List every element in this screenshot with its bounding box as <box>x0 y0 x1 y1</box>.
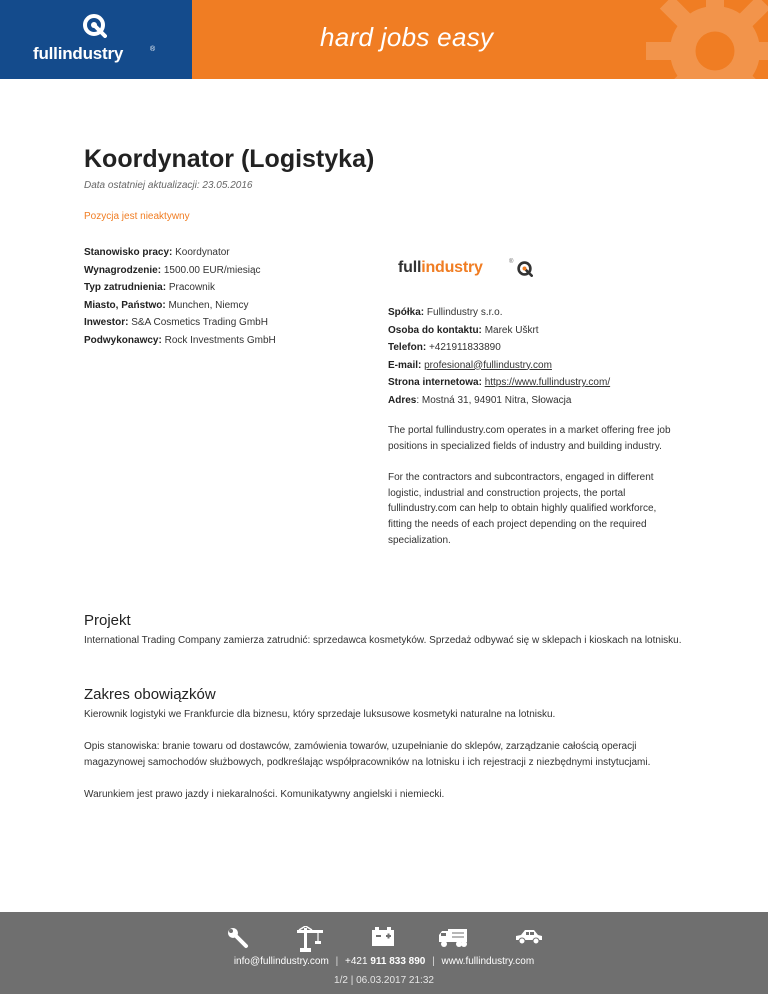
detail-row <box>84 279 276 297</box>
detail-label: Typ zatrudnienia: <box>84 282 167 293</box>
company-contacts <box>388 304 610 409</box>
detail-label: Inwestor: <box>84 317 129 328</box>
contact-label: Adres <box>388 394 417 406</box>
section-paragraph: Kierownik logistyki we Frankfurcie dla biznesu, który sprzedaje luksusowe kosmetyki naturalne na lotnisku. <box>84 709 556 720</box>
section-paragraph: International Trading Company zamierza zatrudnić: sprzedawca kosmetyków. Sprzedaż odbywać się w sklepach i kioskach na lotnisku. <box>84 635 682 646</box>
about-paragraph: The portal fullindustry.com operates in a market offering free job positions in specialized fields of industry and building industry. <box>388 425 671 452</box>
footer-website[interactable]: www.fullindustry.com <box>441 956 535 967</box>
phone-value: +421911833890 <box>428 342 501 353</box>
detail-value: S&A Cosmetics Trading GmbH <box>131 317 268 328</box>
page-header <box>0 0 768 79</box>
position-status: Pozycja jest nieaktywny <box>84 211 190 222</box>
detail-label: Miasto, Państwo: <box>84 299 166 311</box>
footer-contact-line <box>0 956 768 967</box>
website-link[interactable]: https://www.fullindustry.com/ <box>484 377 611 388</box>
footer-icons <box>226 926 546 956</box>
contact-label: E-mail: <box>388 359 422 371</box>
section-projekt <box>84 612 684 665</box>
contact-label: Spółka: <box>388 307 425 318</box>
section-heading: Zakres obowiązków <box>84 686 216 703</box>
contact-label: Telefon: <box>388 342 427 353</box>
detail-row <box>84 297 276 315</box>
contact-row <box>388 339 610 357</box>
section-zakres <box>84 686 684 819</box>
contact-row <box>388 322 610 340</box>
job-details <box>84 244 276 349</box>
company-name: Fullindustry s.r.o. <box>426 307 503 318</box>
section-paragraph: Opis stanowiska: branie towaru od dostawców, zamówienia towarów, uzupełnianie do sklepów, zarządzanie całością operacji magazynowej samochodów służbowych, podkreślając współpracowników na lotnisku i ich rejestracji z niezbędnymi instytucjami. <box>84 741 651 768</box>
contact-row <box>388 357 610 375</box>
detail-label: Podwykonawcy: <box>84 334 162 346</box>
detail-value: 1500.00 EUR/miesiąc <box>163 264 261 276</box>
contact-label: Strona internetowa: <box>388 377 482 388</box>
battery-icon <box>371 926 395 948</box>
page-footer <box>0 912 768 994</box>
company-logo-part1: full <box>398 259 422 276</box>
print-timestamp: 06.03.2017 21:32 <box>356 975 434 986</box>
footer-phone-prefix: +421 <box>345 956 368 967</box>
detail-row <box>84 314 276 332</box>
section-heading: Projekt <box>84 612 131 629</box>
tagline: hard jobs easy <box>320 22 494 52</box>
company-logo-part2: industry <box>421 259 483 276</box>
about-paragraph: For the contractors and subcontractors, engaged in different logistic, industrial and construction projects, the portal fullindustry.com can help to obtain highly qualified workforce, fitting the needs of each project depending on the required specialization. <box>388 472 657 546</box>
page-number: 1/2 <box>334 975 348 986</box>
detail-row <box>84 332 276 350</box>
detail-value: Pracownik <box>168 282 215 293</box>
header-logo[interactable] <box>0 0 192 79</box>
footer-separator: | <box>432 956 435 967</box>
detail-label: Wynagrodzenie: <box>84 264 162 276</box>
contact-person: Marek Uškrt <box>484 324 539 336</box>
logo-wordmark: fullindustry <box>33 44 124 63</box>
last-updated <box>84 180 252 191</box>
contact-label: Osoba do kontaktu: <box>388 324 482 336</box>
email-link[interactable]: profesional@fullindustry.com <box>424 359 552 371</box>
contact-row <box>388 392 610 410</box>
detail-value: Munchen, Niemcy <box>168 299 249 311</box>
last-updated-label: Data ostatniej aktualizacji: <box>84 180 200 191</box>
detail-row <box>84 244 276 262</box>
address-value: : Mostná 31, 94901 Nitra, Słowacja <box>416 394 572 406</box>
footer-phone-number: 911 833 890 <box>370 956 426 967</box>
logo-mark-icon <box>81 12 107 38</box>
contact-row <box>388 374 610 392</box>
footer-page-info <box>0 975 768 986</box>
header-band <box>192 0 768 79</box>
truck-icon <box>438 926 468 948</box>
detail-label: Stanowisko pracy: <box>84 247 173 258</box>
footer-separator: | <box>335 956 339 967</box>
company-about <box>388 423 678 564</box>
logo-registered-mark: ® <box>150 46 156 53</box>
footer-separator: | <box>350 975 354 986</box>
detail-row <box>84 262 276 280</box>
contact-row <box>388 304 610 322</box>
footer-email[interactable]: info@fullindustry.com <box>233 956 329 967</box>
company-logo-registered: ® <box>509 259 514 265</box>
logo-mark-icon <box>516 260 533 277</box>
wrench-icon <box>226 926 250 950</box>
crane-icon <box>296 926 324 952</box>
detail-value: Rock Investments GmbH <box>164 334 276 346</box>
section-paragraph: Warunkiem jest prawo jazdy i niekaralności. Komunikatywny angielski i niemiecki. <box>84 789 445 800</box>
car-icon <box>514 926 544 946</box>
detail-value: Koordynator <box>175 247 230 258</box>
gear-icon <box>640 0 768 79</box>
company-logo-text <box>398 259 483 277</box>
company-logo[interactable] <box>398 259 514 277</box>
last-updated-value: 23.05.2016 <box>202 180 253 191</box>
job-title: Koordynator (Logistyka) <box>84 145 375 173</box>
